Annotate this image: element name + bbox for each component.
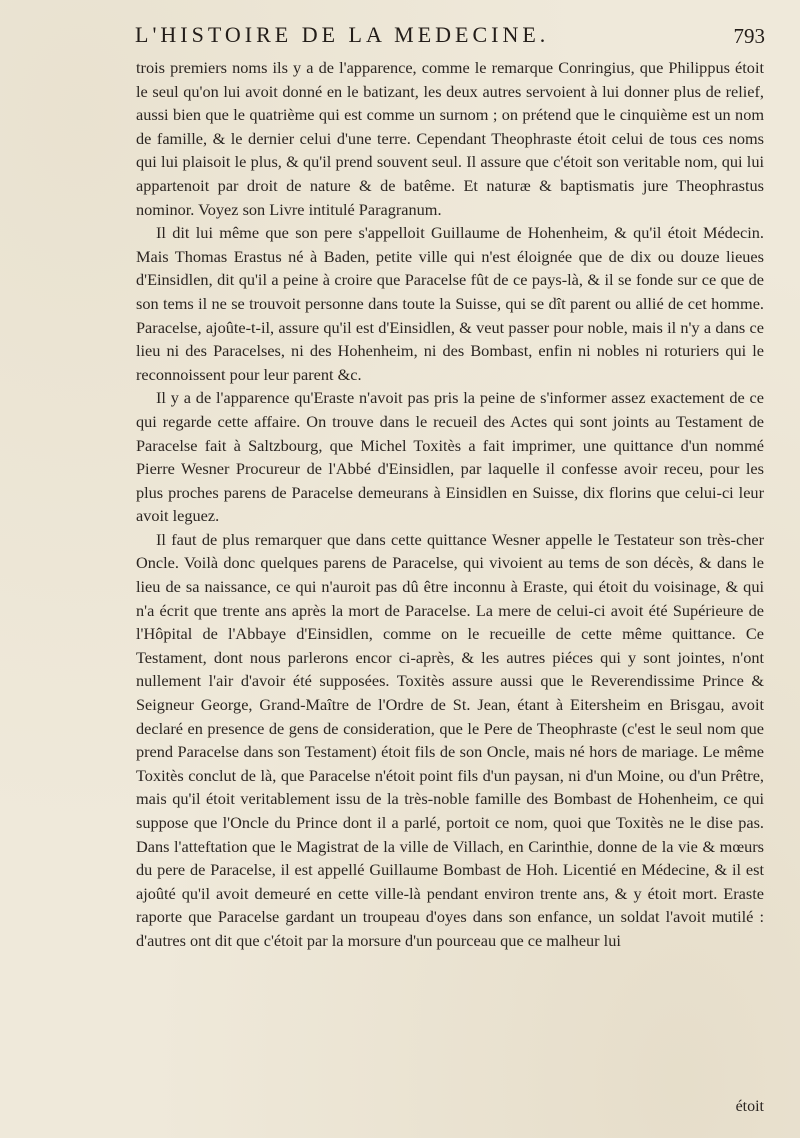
paragraph-1: trois premiers noms ils y a de l'apparence, comme le remarque Conringius, que Philippus étoit le seul qu'on lui avoit donné en le batizant, les deux autres servoient à lui donner plus de relief, aussi bien que le quatrième qui est comme un surnom ; on prétend que le cinquième est un nom de famille, & le dernier celui d'une terre. Cependant Theophraste étoit celui de tous ces noms qui lui plaisoit le plus, & qu'il prend souvent seul. Il assure que c'étoit son veritable nom, qui lui appartenoit par droit de nature & de batême. Et naturæ & baptismatis jure Theophrastus nominor. Voyez son Livre intitulé Paragranum. [136,58,764,219]
page-header [135,22,765,54]
paragraph-2: Il dit lui même que son pere s'appelloit Guillaume de Hohenheim, & qu'il étoit Médecin. Mais Thomas Erastus né à Baden, petite ville qui n'est éloignée que de dix ou douze lieues d'Einsidlen, dit qu'il a peine à croire que Paracelse fût de ce pays-là, & il se fonde sur ce que de son tems il ne se trouvoit personne dans toute la Suisse, qui se dît parent ou allié de cet homme. Paracelse, ajoûte-t-il, assure qu'il est d'Einsidlen, & veut passer pour noble, mais il n'y a dans ce lieu ni des Paracelses, ni des Hohenheim, ni des Bombast, enfin ni nobles ni roturiers qui le reconnoissent pour leur parent &c. [136,223,764,384]
page-number: 793 [733,24,765,48]
running-title: L'HISTOIRE DE LA MEDECINE. [135,22,550,47]
body-text [136,56,764,953]
paragraph-3: Il y a de l'apparence qu'Eraste n'avoit pas pris la peine de s'informer assez exactement de ce qui regarde cette affaire. On trouve dans le recueil des Actes qui sont joints au Testament de Paracelse fait à Saltzbourg, que Michel Toxitès a fait imprimer, une quittance d'un nommé Pierre Wesner Procureur de l'Abbé d'Einsidlen, par laquelle il confesse avoir receu, pour les plus proches parens de Paracelse demeurans à Einsidlen en Suisse, dix florins que celui-ci leur avoit leguez. [136,388,764,526]
catchword: étoit [735,1098,764,1115]
paragraph-4: Il faut de plus remarquer que dans cette quittance Wesner appelle le Testateur son très-cher Oncle. Voilà donc quelques parens de Paracelse, qui vivoient au tems de son décès, & dans le lieu de sa naissance, ce qui n'auroit pas dû être inconnu à Eraste, qui étoit du voisinage, & qui n'a écrit que trente ans après la mort de Paracelse. La mere de celui-ci avoit été Supérieure de l'Hôpital de l'Abbaye d'Einsidlen, comme on le recueille de cette même quittance. Ce Testament, dont nous parlerons encor ci-après, & les autres piéces qui y sont jointes, n'ont nullement l'air d'avoir été supposées. Toxitès assure aussi que le Reverendissime Prince & Seigneur George, Grand-Maître de l'Ordre de St. Jean, étant à Eitersheim en Brisgau, avoit declaré en presence de gens de consideration, que le Pere de Theophraste (c'est le seul nom que prend Paracelse dans son Testament) étoit fils de son Oncle, mais né hors de mariage. Le même Toxitès conclut de là, que Paracelse n'étoit point fils d'un paysan, ni d'un Moine, ou d'un Prêtre, mais qu'il étoit veritablement issu de la très-noble famille des Bombast de Hohenheim, ce qui suppose que l'Oncle du Prince dont il a parlé, portoit ce nom, quoi que Toxitès ne le dise pas. Dans l'atteftation que le Magistrat de la ville de Villach, en Carinthie, donne de la vie & mœurs du pere de Paracelse, il est appellé Guillaume Bombast de Hoh. Licentié en Médecine, & il est ajoûté qu'il avoit demeuré en cette ville-là pendant environ trente ans, & y étoit mort. Eraste raporte que Paracelse gardant un troupeau d'oyes dans son enfance, un soldat l'avoit mutilé : d'autres ont dit que c'étoit par la morsure d'un pourceau que ce malheur lui [136,529,764,950]
